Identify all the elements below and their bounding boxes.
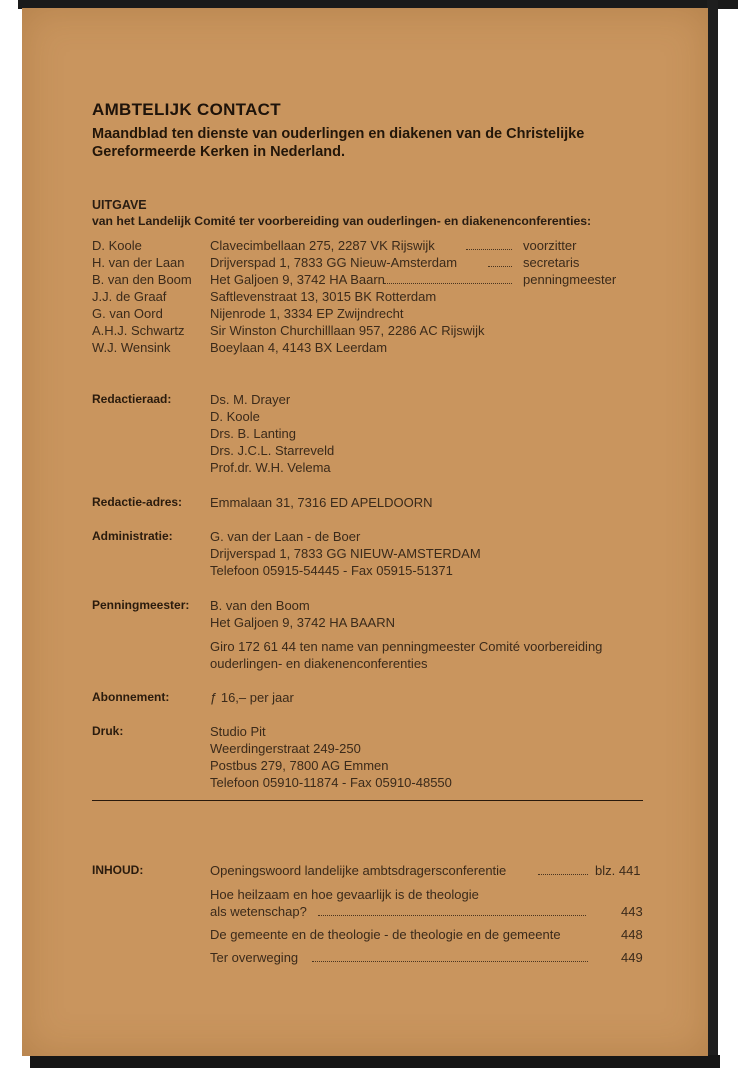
- administratie-line: G. van der Laan - de Boer: [210, 529, 361, 544]
- redactieraad-member: Drs. J.C.L. Starreveld: [210, 443, 335, 458]
- giro-line2: ouderlingen- en diakenenconferenties: [210, 656, 428, 671]
- toc-entry-title: Ter overweging: [210, 950, 299, 965]
- administratie-line: Telefoon 05915-54445 - Fax 05915-51371: [210, 563, 453, 578]
- magazine-subtitle-line2: Gereformeerde Kerken in Nederland.: [92, 144, 346, 160]
- toc-entry-title-line2: als wetenschap?: [210, 904, 307, 919]
- abonnement-label: Abonnement:: [92, 690, 170, 704]
- administratie-label: Administratie:: [92, 529, 173, 543]
- toc-entry-page: 449: [621, 950, 643, 965]
- redactie-adres-label: Redactie-adres:: [92, 495, 183, 509]
- member-address: Sir Winston Churchilllaan 957, 2286 AC Rijswijk: [210, 323, 485, 338]
- member-address: Boeylaan 4, 4143 BX Leerdam: [210, 340, 388, 355]
- druk-line: Weerdingerstraat 249-250: [210, 741, 361, 756]
- scan-edge-bottom: [30, 1055, 720, 1068]
- giro-line1: Giro 172 61 44 ten name van penningmeester Comité voorbereiding: [210, 639, 603, 654]
- uitgave-label: UITGAVE: [92, 198, 147, 212]
- penningmeester-line: Het Galjoen 9, 3742 HA BAARN: [210, 615, 395, 630]
- penningmeester-line: B. van den Boom: [210, 598, 310, 613]
- leader-dots: [538, 874, 588, 875]
- magazine-title: AMBTELIJK CONTACT: [92, 100, 281, 119]
- member-address: Saftlevenstraat 13, 3015 BK Rotterdam: [210, 289, 437, 304]
- member-address: Clavecimbellaan 275, 2287 VK Rijswijk: [210, 238, 435, 253]
- redactieraad-member: Drs. B. Lanting: [210, 426, 296, 441]
- druk-line: Telefoon 05910-11874 - Fax 05910-48550: [210, 775, 452, 790]
- redactieraad-member: Ds. M. Drayer: [210, 392, 291, 407]
- member-name: W.J. Wensink: [92, 340, 171, 355]
- abonnement-value: ƒ 16,– per jaar: [210, 690, 294, 705]
- redactie-adres-value: Emmalaan 31, 7316 ED APELDOORN: [210, 495, 433, 510]
- member-name: B. van den Boom: [92, 272, 192, 287]
- leader-dots: [488, 266, 512, 267]
- member-address: Drijverspad 1, 7833 GG Nieuw-Amsterdam: [210, 255, 458, 270]
- section-divider: [92, 800, 643, 801]
- member-address: Het Galjoen 9, 3742 HA Baarn: [210, 272, 385, 287]
- penningmeester-label: Penningmeester:: [92, 598, 190, 612]
- redactieraad-member: Prof.dr. W.H. Velema: [210, 460, 331, 475]
- redactieraad-member: D. Koole: [210, 409, 260, 424]
- toc-entry-title: Openingswoord landelijke ambtsdragersconferentie: [210, 863, 507, 878]
- toc-entry-page: 448: [621, 927, 643, 942]
- toc-entry-page: 443: [621, 904, 643, 919]
- leader-dots: [318, 915, 586, 916]
- druk-line: Postbus 279, 7800 AG Emmen: [210, 758, 389, 773]
- druk-label: Druk:: [92, 724, 124, 738]
- toc-entry-page: blz. 441: [595, 863, 641, 878]
- member-name: J.J. de Graaf: [92, 289, 167, 304]
- member-name: G. van Oord: [92, 306, 163, 321]
- member-role: voorzitter: [523, 238, 577, 253]
- leader-dots: [384, 283, 512, 284]
- member-name: D. Koole: [92, 238, 142, 253]
- redactieraad-label: Redactieraad:: [92, 392, 172, 406]
- member-name: H. van der Laan: [92, 255, 185, 270]
- leader-dots: [466, 249, 512, 250]
- magazine-subtitle-line1: Maandblad ten dienste van ouderlingen en diakenen van de Christelijke: [92, 126, 585, 142]
- member-name: A.H.J. Schwartz: [92, 323, 185, 338]
- scan-edge-right: [707, 0, 718, 1060]
- member-role: penningmeester: [523, 272, 617, 287]
- toc-entry-title: De gemeente en de theologie - de theologie en de gemeente: [210, 927, 561, 942]
- member-role: secretaris: [523, 255, 580, 270]
- inhoud-label: INHOUD:: [92, 863, 144, 877]
- uitgave-subtitle: van het Landelijk Comité ter voorbereiding van ouderlingen- en diakenenconferenties:: [92, 214, 592, 228]
- leader-dots: [312, 961, 588, 962]
- administratie-line: Drijverspad 1, 7833 GG NIEUW-AMSTERDAM: [210, 546, 481, 561]
- member-address: Nijenrode 1, 3334 EP Zwijndrecht: [210, 306, 404, 321]
- druk-line: Studio Pit: [210, 724, 266, 739]
- toc-entry-title-line1: Hoe heilzaam en hoe gevaarlijk is de theologie: [210, 887, 479, 902]
